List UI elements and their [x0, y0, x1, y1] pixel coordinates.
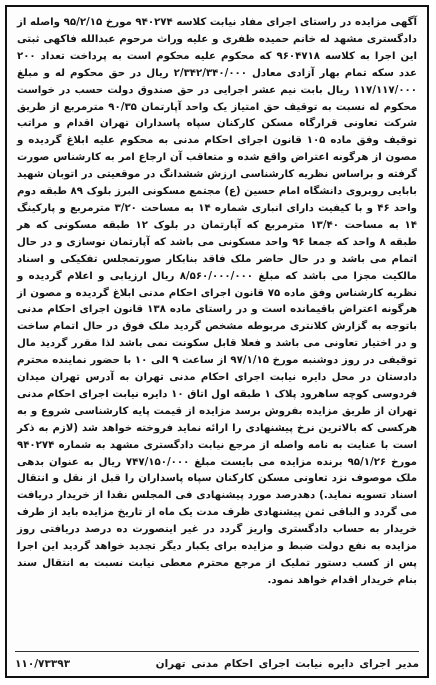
- notice-body-text: آگهی مزایده در راستای اجرای مفاد نیابت کلاسه ۹۴۰۲۷۴ مورخ ۹۵/۲/۱۵ واصله از دادگستری مشهد له خانم حمیده ظفری و علیه وراث مرحوم عبدالله فاکهی ثبتی این اجرا به کلاسه ۹۶۰۴۷۱۸ که محکوم علیه محکوم است به پرداخت تعداد ۲۰۰ عدد سکه تمام بهار آزادی معادل ۲/۳۴۲/۳۴۰/۰۰۰ ریال در حق محکوم له و مبلغ ۱۱۷/۱۱۷/۰۰۰ ریال بابت نیم عشر اجرایی در حق صندوق دولت حسب در خواست محکوم له نسبت به توقیف حق امتیاز یک واحد آپارتمان ۹۰/۳۵ مترمربع از طریق شرکت تعاونی قرارگاه مسکن کارکنان سپاه پاسداران تهران اقدام و مراتب توقیف وفق ماده ۱۰۵ قانون اجرای احکام مدنی به محکوم علیه ابلاغ گردیده و مصون از هرگونه اعتراض واقع شده و متعاقب آن ارجاع امر به کارشناس صورت گرفته و براساس نظریه کارشناسی ارزش ششدانگ در موقعیتی در اتوبان شهید بابایی روبروی دانشگاه امام حسین (ع) مجتمع مسکونی البرز بلوک ۸۹ طبقه دوم واحد ۴۶ و با کیفیت دارای انباری شماره ۱۴ به مساحت ۳/۲۰ مترمربع و پارکینگ ۱۴ به مساحت ۱۳/۴۰ مترمربع که آپارتمان در بلوک ۱۲ طبقه مسکونی که هر طبقه ۸ واحد که جمعا ۹۶ واحد مسکونی می باشد که آپارتمان نوسازی و در حال اتمام می باشد و در حال حاضر ملک فاقد بنابکار صورتمجلس تفکیکی و اسناد مالکیت مجزا می باشد که مبلغ ۸/۵۶۰/۰۰۰/۰۰۰ ریال ارزیابی و اعلام گردیده و نظریه کارشناس وفق ماده ۷۵ قانون اجرای احکام مدنی ابلاغ گردیده و مصون از هرگونه اعتراض باقیمانده است و در راستای ماده ۱۳۸ قانون اجرای احکام مدنی باتوجه به گزارش کلانتری مربوطه مشخص گردید ملک فوق در حال اتمام ساخت و در اختیار تعاونی می باشد و فعلا قابل سکونت نمی باشد لذا مقرر گردید مال توقیفی در روز دوشنبه مورخ ۹۷/۱/۱۵ از ساعت ۹ الی ۱۰ با حضور نماینده محترم دادستان در محل دایره نیابت اجرای احکام مدنی تهران به آدرس تهران میدان فردوسی کوچه ساهرود پلاک ۱ طبقه اول اتاق ۱۰ دایره نیابت اجرای احکام مدنی تهران از طریق مزایده بفروش برسد مزایده از قیمت پایه کارشناسی شروع و به هرکسی که بالاترین نرخ پیشنهادی را ارائه نماید فروخته خواهد شد (لازم به ذکر است با عنایت به نامه واصله از مرجع نیابت دادگستری مشهد به شماره ۹۴۰۲۷۴ مورخ ۹۵/۱/۲۶ برنده مزایده می بایست مبلغ ۷۴۷/۱۵۰/۰۰۰ ریال به عنوان بدهی ملک موصوف نزد تعاونی مسکن کارکنان سپاه پاسداران را قبل از نقل و انتقال اسناد تسویه نماید.) دهدرصد مورد پیشنهادی فی المجلس نقدا از خریدار دریافت می گردد و الباقی ثمن پیشنهادی ظرف مدت یک ماه از تاریخ مزایده باید از طرف خریدار به حساب دادگستری واریز گردد در غیر اینصورت ده درصد دریافتی روز مزایده به نفع دولت ضبط و مزایده برای یکبار دیگر تجدید خواهد گردید این اجرا پس از کسب دستور تملیک از مرجع محترم معطی نیابت نسبت به انتقال سند بنام خریدار اقدام خواهد نمود.: [17, 17, 418, 586]
- footer-reference-code: ۱۱۰/۷۳۳۹۳: [15, 658, 71, 670]
- notice-footer: [15, 658, 419, 670]
- legal-notice-frame: [5, 5, 429, 678]
- footer-signature: مدیر اجرای دایره نیابت اجرای احکام مدنی تهران: [155, 658, 419, 670]
- footer-divider: [15, 651, 419, 652]
